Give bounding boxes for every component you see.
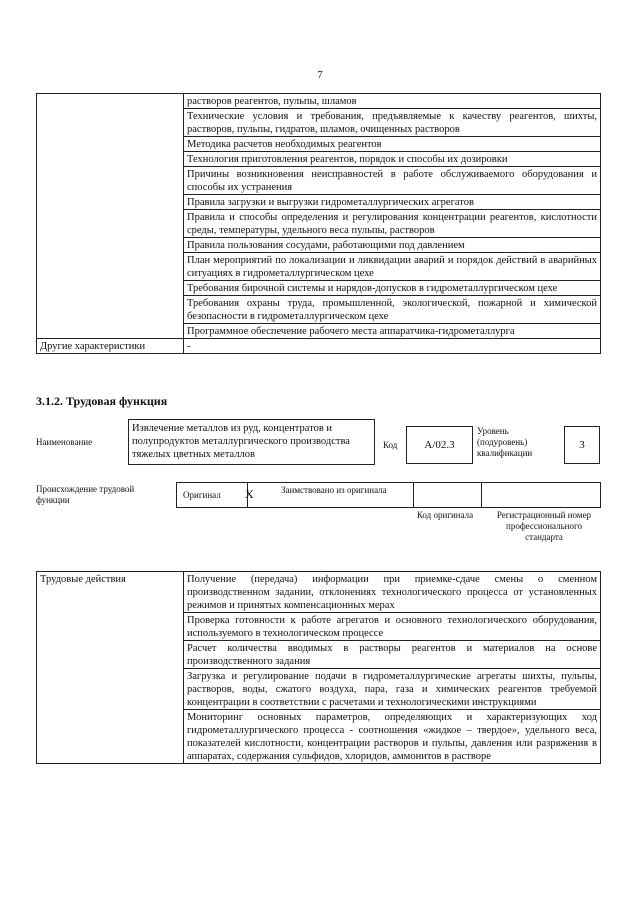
borrowed-label: Заимствовано из оригинала [281, 485, 387, 495]
labor-actions-table [36, 571, 601, 764]
original-mark: X [245, 487, 254, 501]
table-cell: Технология приготовления реагентов, порядок и способы их дозировки [184, 152, 601, 167]
table-cell: Требования бирочной системы и нарядов-допусков в гидрометаллургическом цехе [184, 281, 601, 296]
table-row [37, 572, 601, 613]
function-name-value: Извлечение металлов из руд, концентратов и полупродуктов металлургического производства тяжелых цветных металлов [132, 423, 350, 460]
other-characteristics-label: Другие характеристики [37, 339, 184, 354]
code-original-caption: Код оригинала [416, 510, 474, 520]
table-cell: Мониторинг основных параметров, определяющих и характеризующих ход гидрометаллургического процесса - соотношения «жидкое – твердое», удельного веса, показателей кислотности, концентрации растворов и пульпы, давления или разряжения в аппаратах, содержания сульфидов, хлоридов, аммонитов в растворе [184, 710, 601, 764]
table-cell: Загрузка и регулирование подачи в гидрометаллургические агрегаты шихты, пульпы, растворов, воды, сжатого воздуха, пара, газа и химических реагентов требуемой концентрации в соответствии с расчетами и технологическими инструкциями [184, 669, 601, 710]
origin-label: Происхождение трудовой функции [36, 484, 135, 505]
table-cell: Методика расчетов необходимых реагентов [184, 137, 601, 152]
table-cell: Требования охраны труда, промышленной, экологической, пожарной и химической безопасности в гидрометаллургическом цехе [184, 296, 601, 324]
code-label: Код [383, 440, 398, 450]
page-number: 7 [317, 69, 323, 81]
table-cell: Расчет количества вводимых в растворы реагентов и материалов на основе производственного задания [184, 641, 601, 669]
table-row [37, 94, 601, 109]
divider [481, 483, 482, 507]
table-cell: Проверка готовности к работе агрегатов и основного технологического оборудования, используемого в технологическом процессе [184, 613, 601, 641]
row-label-cell [37, 94, 184, 339]
level-value: 3 [579, 439, 585, 451]
level-box [564, 426, 600, 464]
registration-number-caption: Регистрационный номер профессионального стандарта [496, 510, 592, 542]
code-box [406, 426, 473, 464]
table-cell: Программное обеспечение рабочего места аппаратчика-гидрометаллурга [184, 324, 601, 339]
table-cell: Технические условия и требования, предъявляемые к качеству реагентов, шихты, растворов, пульпы, гидратов, шламов, очищенных растворов [184, 109, 601, 137]
table-cell: Получение (передача) информации при приемке-сдаче смены о сменном производственном задании, отклонениях технологического процесса от установленных режимов и принятых компенсационных мерах [184, 572, 601, 613]
table-row [37, 339, 601, 354]
knowledge-table [36, 93, 601, 354]
level-label: Уровень (подуровень) квалификации [477, 426, 533, 458]
table-cell: Правила загрузки и выгрузки гидрометаллургических агрегатов [184, 195, 601, 210]
table-cell: растворов реагентов, пульпы, шламов [184, 94, 601, 109]
table-cell: План мероприятий по локализации и ликвидации аварий и порядок действий в аварийных ситуациях в гидрометаллургическом цехе [184, 253, 601, 281]
table-cell: Причины возникновения неисправностей в работе обслуживаемого оборудования и способы их устранения [184, 167, 601, 195]
labor-actions-label: Трудовые действия [37, 572, 184, 764]
code-value: A/02.3 [424, 439, 455, 451]
table-cell: Правила пользования сосудами, работающими под давлением [184, 238, 601, 253]
section-title: 3.1.2. Трудовая функция [36, 394, 168, 408]
other-characteristics-value: - [184, 339, 601, 354]
function-name-box [128, 419, 375, 465]
table-cell: Правила и способы определения и регулирования концентрации реагентов, кислотности среды, температуры, удельного веса пульпы, растворов [184, 210, 601, 238]
name-label: Наименование [36, 437, 93, 447]
divider [413, 483, 414, 507]
origin-row [176, 482, 601, 508]
original-label: Оригинал [183, 490, 221, 500]
